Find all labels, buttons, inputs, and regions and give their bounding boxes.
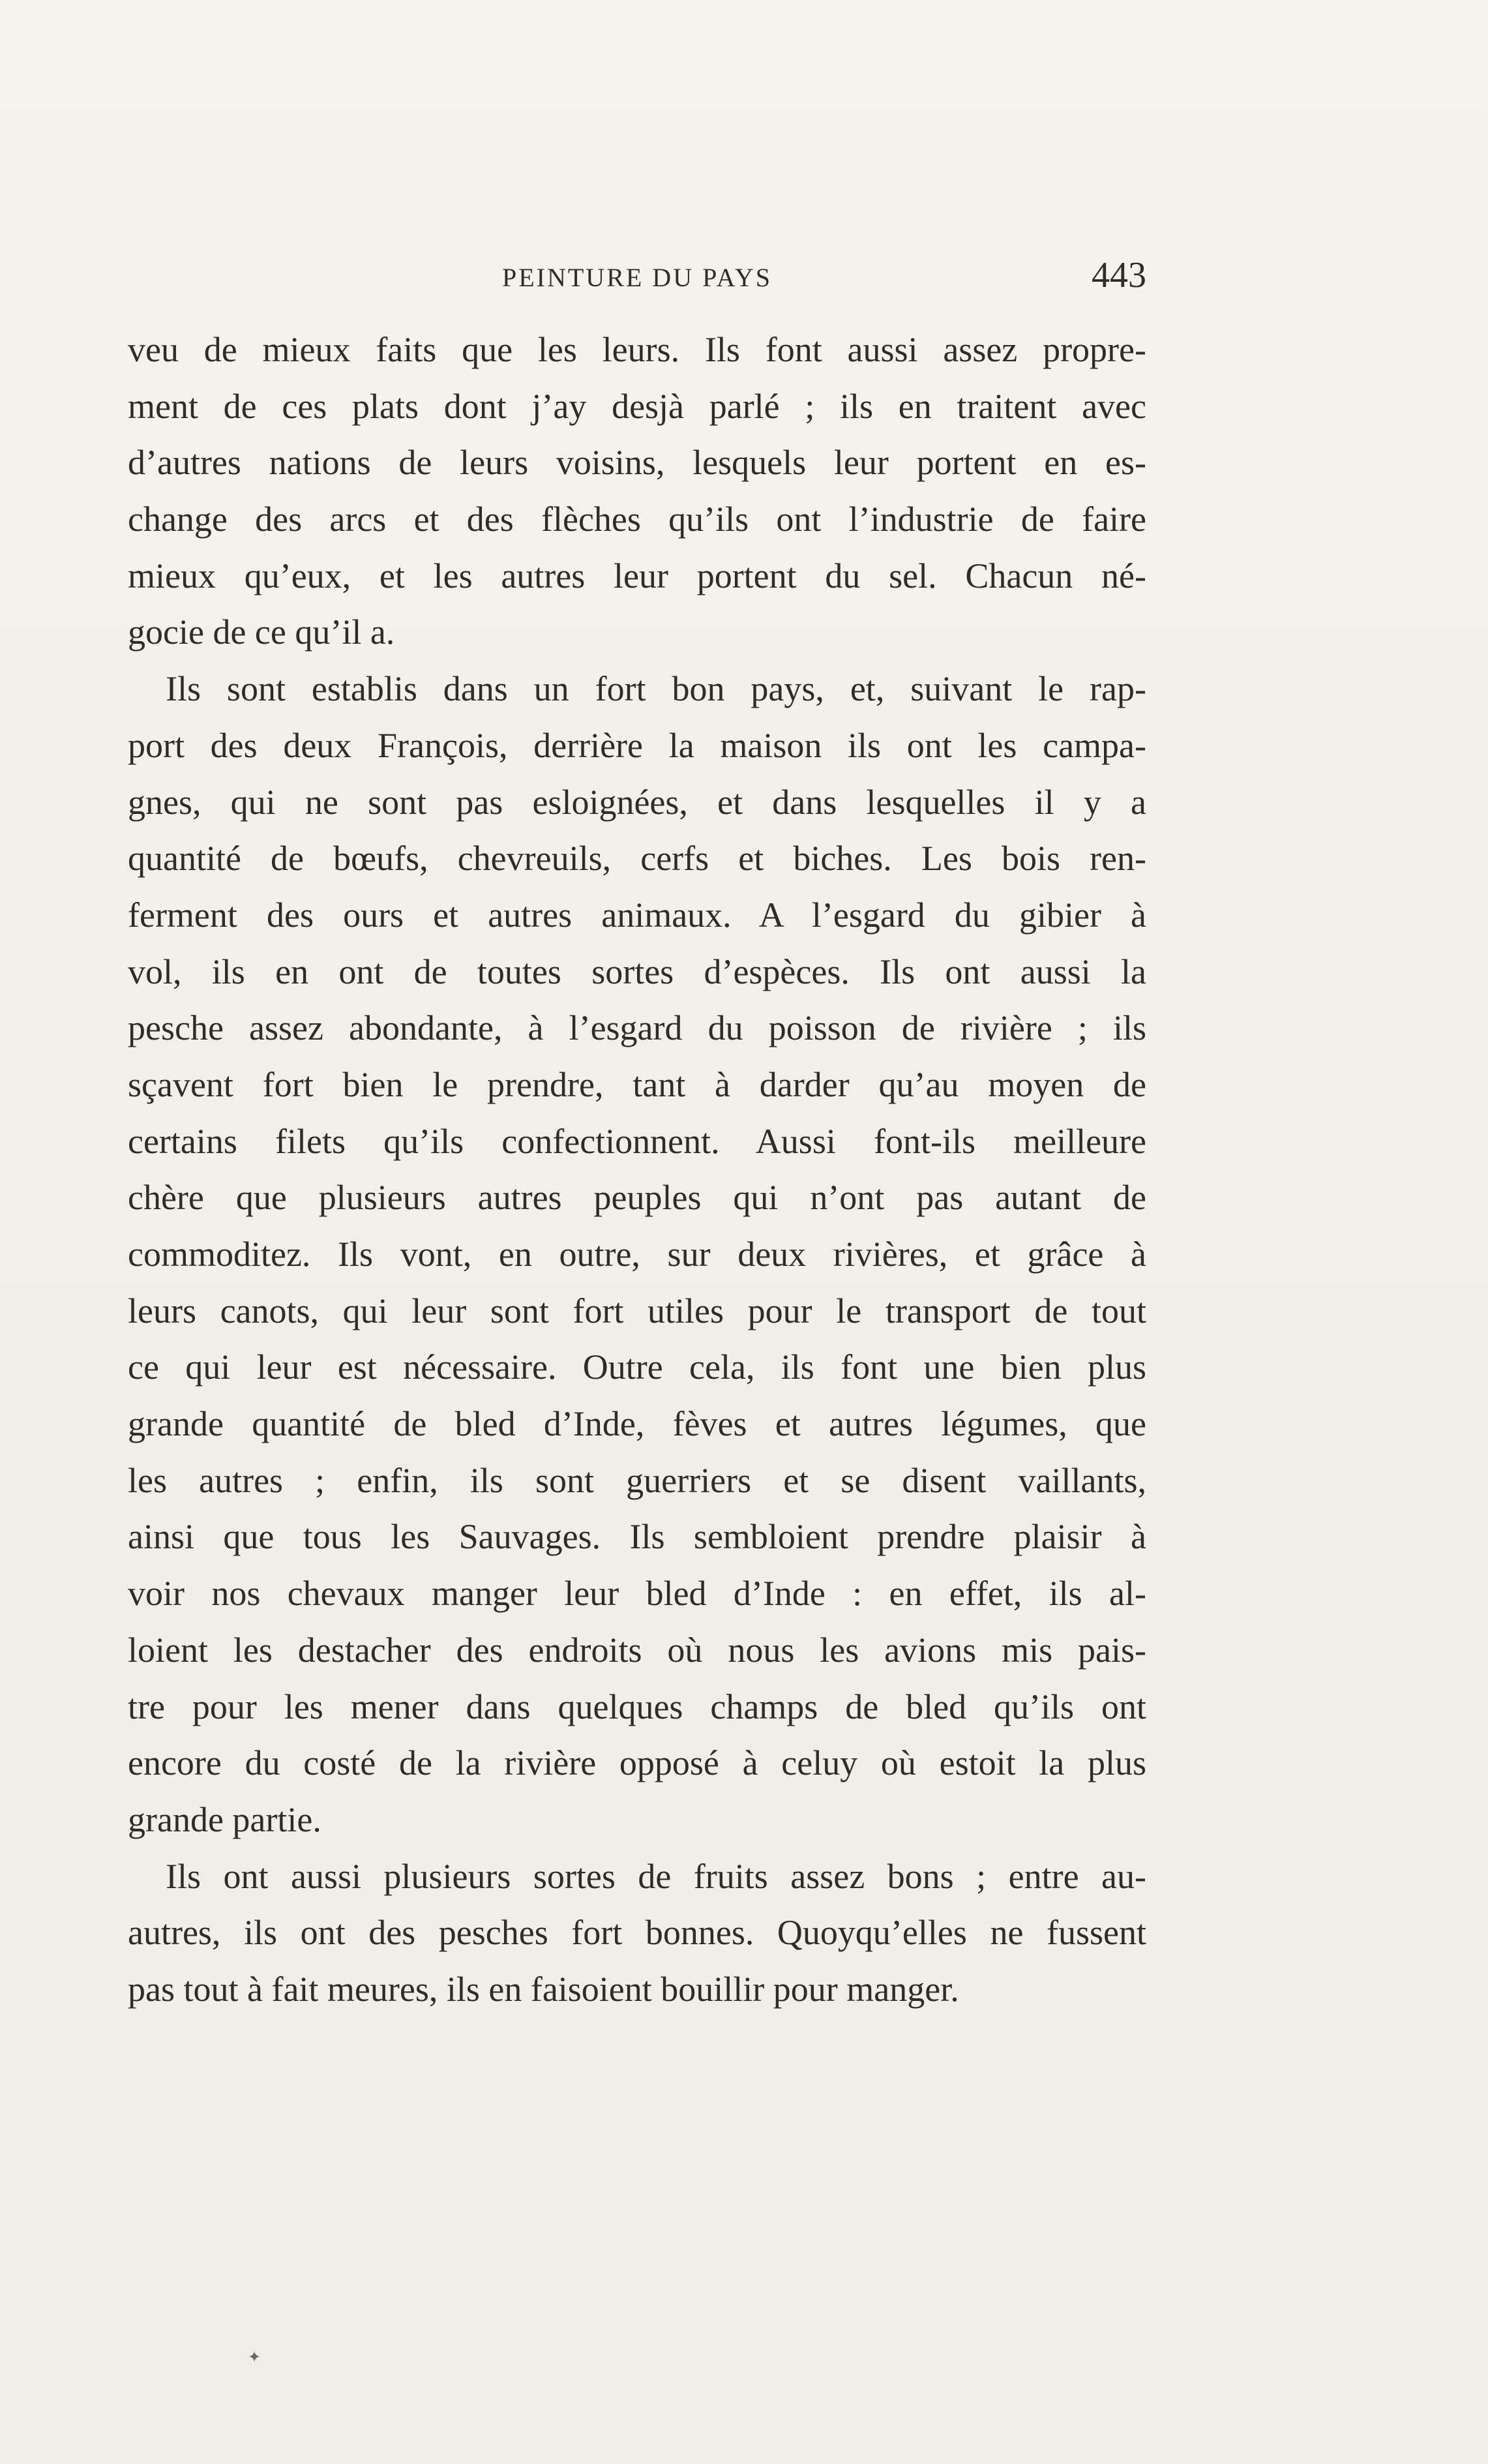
paragraph [128,322,1146,661]
text-line: chère que plusieurs autres peuples qui n’ont pas autant de [128,1178,1146,1218]
text-line: sçavent fort bien le prendre, tant à darder qu’au moyen de [128,1064,1146,1104]
text-line: commoditez. Ils vont, en outre, sur deux rivières, et grâce à [128,1235,1146,1274]
text-line: Ils ont aussi plusieurs sortes de fruits assez bons ; entre au- [166,1856,1146,1896]
text-line: grande partie. [128,1799,321,1839]
text-line: autres, ils ont des pesches fort bonnes. Quoyqu’elles ne fussent [128,1913,1146,1953]
text-line: d’autres nations de leurs voisins, lesquels leur portent en es- [128,443,1146,483]
text-line: certains filets qu’ils confectionnent. Aussi font-ils meilleure [128,1121,1146,1161]
text-line: voir nos chevaux manger leur bled d’Inde : en effet, ils al- [128,1574,1146,1614]
text-line: ferment des ours et autres animaux. A l’esgard du gibier à [128,895,1146,935]
text-line: leurs canots, qui leur sont fort utiles pour le transport de tout [128,1291,1146,1330]
text-line: Ils sont establis dans un fort bon pays, et, suivant le rap- [166,669,1146,709]
text-line: quantité de bœufs, chevreuils, cerfs et biches. Les bois ren- [128,839,1146,879]
text-line: encore du costé de la rivière opposé à celuy où estoit la plus [128,1743,1146,1783]
printer-mark-icon: ✦ [248,2349,261,2366]
text-line: gnes, qui ne sont pas esloignées, et dans lesquelles il y a [128,782,1146,822]
paragraph [128,661,1146,1848]
text-line: grande quantité de bled d’Inde, fèves et autres légumes, que [128,1404,1146,1444]
running-header [128,255,1146,297]
text-line: gocie de ce qu’il a. [128,612,395,652]
text-line: ainsi que tous les Sauvages. Ils sembloient prendre plaisir à [128,1517,1146,1557]
text-line: vol, ils en ont de toutes sortes d’espèces. Ils ont aussi la [128,952,1146,991]
body-text [128,322,1146,2018]
running-title: PEINTURE DU PAYS [501,263,772,292]
page-number: 443 [1092,255,1146,295]
text-line: les autres ; enfin, ils sont guerriers et se disent vaillants, [128,1460,1146,1500]
text-line: ce qui leur est nécessaire. Outre cela, ils font une bien plus [128,1347,1146,1387]
text-line: veu de mieux faits que les leurs. Ils font aussi assez propre- [128,330,1146,369]
text-line: port des deux François, derrière la maison ils ont les campa- [128,725,1146,765]
text-line: mieux qu’eux, et les autres leur portent du sel. Chacun né- [128,556,1146,595]
text-line: loient les destacher des endroits où nous les avions mis pais- [128,1630,1146,1670]
paragraph [128,1848,1146,2018]
text-line: pesche assez abondante, à l’esgard du poisson de rivière ; ils [128,1008,1146,1048]
text-line: change des arcs et des flèches qu’ils ont l’industrie de faire [128,500,1146,539]
text-line: pas tout à fait meures, ils en faisoient bouillir pour manger. [128,1969,959,2009]
text-line: ment de ces plats dont j’ay desjà parlé ; ils en traitent avec [128,386,1146,426]
text-line: tre pour les mener dans quelques champs de bled qu’ils ont [128,1687,1146,1726]
